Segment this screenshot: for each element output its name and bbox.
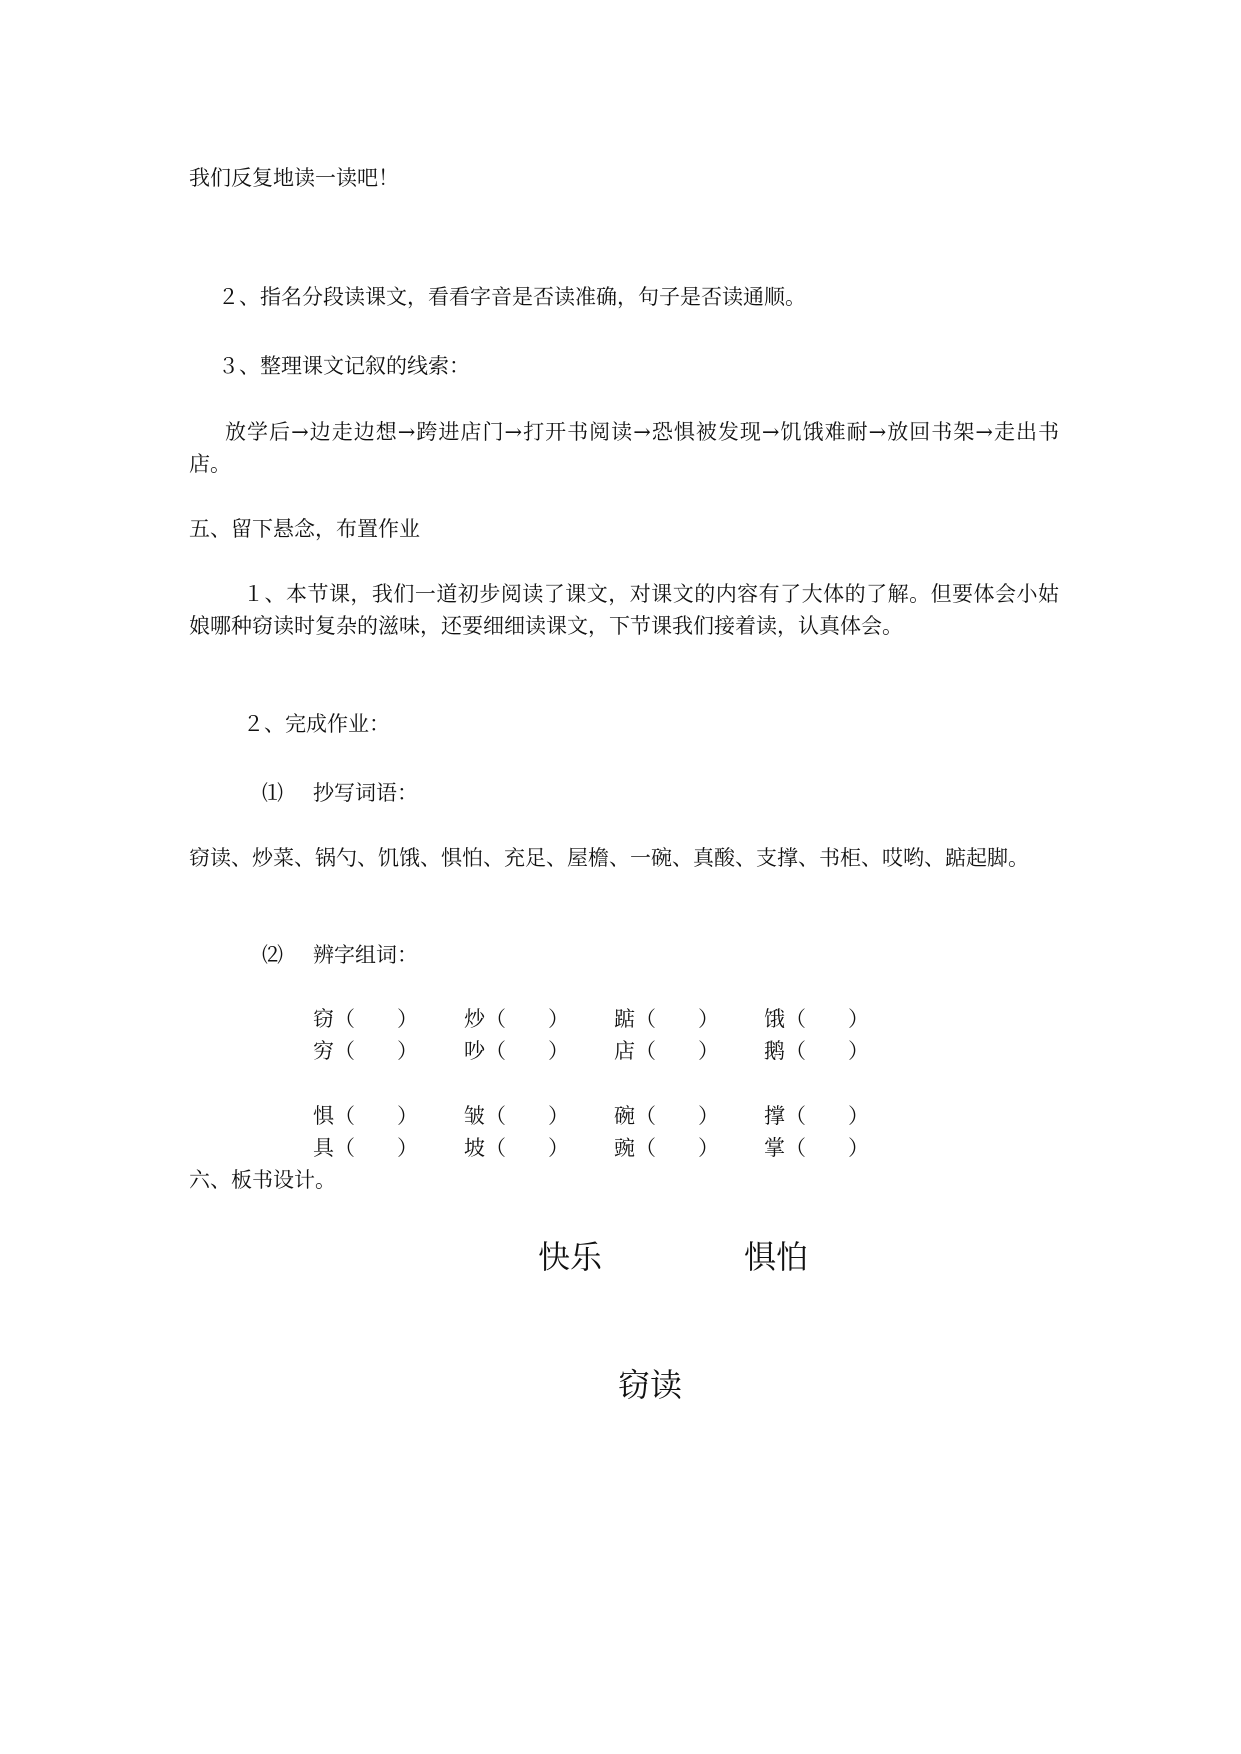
grid-cell: 撑（ ） (764, 1104, 869, 1128)
grid-cell: 饿（ ） (764, 1007, 869, 1031)
subitem-1-number: ⑴ (262, 781, 283, 805)
grid-cell: 店（ ） (614, 1039, 719, 1063)
grid-cell: 鹅（ ） (764, 1039, 869, 1063)
section-heading-six: 六、板书设计。 (189, 1168, 336, 1192)
subitem-1-copy-words: 抄写词语： (313, 781, 418, 805)
subitem-2-number: ⑵ (262, 943, 283, 967)
grid-cell: 惧（ ） (313, 1104, 418, 1128)
step-3-story-clues: ３、整理课文记叙的线索： (218, 354, 470, 378)
grid-cell: 穷（ ） (313, 1039, 418, 1063)
word-list: 窃读、炒菜、锅勺、饥饿、惧怕、充足、屋檐、一碗、真酸、支撑、书柜、哎哟、踮起脚。 (189, 846, 1029, 870)
grid-cell: 窃（ ） (313, 1007, 418, 1031)
paragraph-read-aloud: 我们反复地读一读吧！ (189, 166, 399, 190)
story-sequence: 放学后→边走边想→跨进店门→打开书阅读→恐惧被发现→饥饿难耐→放回书架→走出书店。 (189, 420, 1059, 476)
subitem-2-distinguish-chars: 辨字组词： (313, 943, 418, 967)
section-heading-five: 五、留下悬念，布置作业 (189, 517, 420, 541)
homework-summary: １、本节课，我们一道初步阅读了课文，对课文的内容有了大体的了解。但要体会小姑娘哪种窃读时复杂的滋味，还要细细读课文，下节课我们接着读，认真体会。 (189, 582, 1059, 638)
grid-cell: 碗（ ） (614, 1104, 719, 1128)
grid-cell: 坡（ ） (464, 1136, 569, 1160)
homework-item-2: ２、完成作业： (243, 712, 390, 736)
board-word-stealing-reading: 窃读 (618, 1366, 683, 1404)
grid-cell: 具（ ） (313, 1136, 418, 1160)
grid-cell: 炒（ ） (464, 1007, 569, 1031)
grid-cell: 掌（ ） (764, 1136, 869, 1160)
grid-cell: 踮（ ） (614, 1007, 719, 1031)
grid-cell: 皱（ ） (464, 1104, 569, 1128)
board-word-happy: 快乐 (538, 1238, 603, 1276)
grid-cell: 吵（ ） (464, 1039, 569, 1063)
board-word-fear: 惧怕 (744, 1238, 809, 1276)
grid-cell: 豌（ ） (614, 1136, 719, 1160)
step-2-read-in-sections: ２、指名分段读课文，看看字音是否读准确，句子是否读通顺。 (218, 285, 806, 309)
